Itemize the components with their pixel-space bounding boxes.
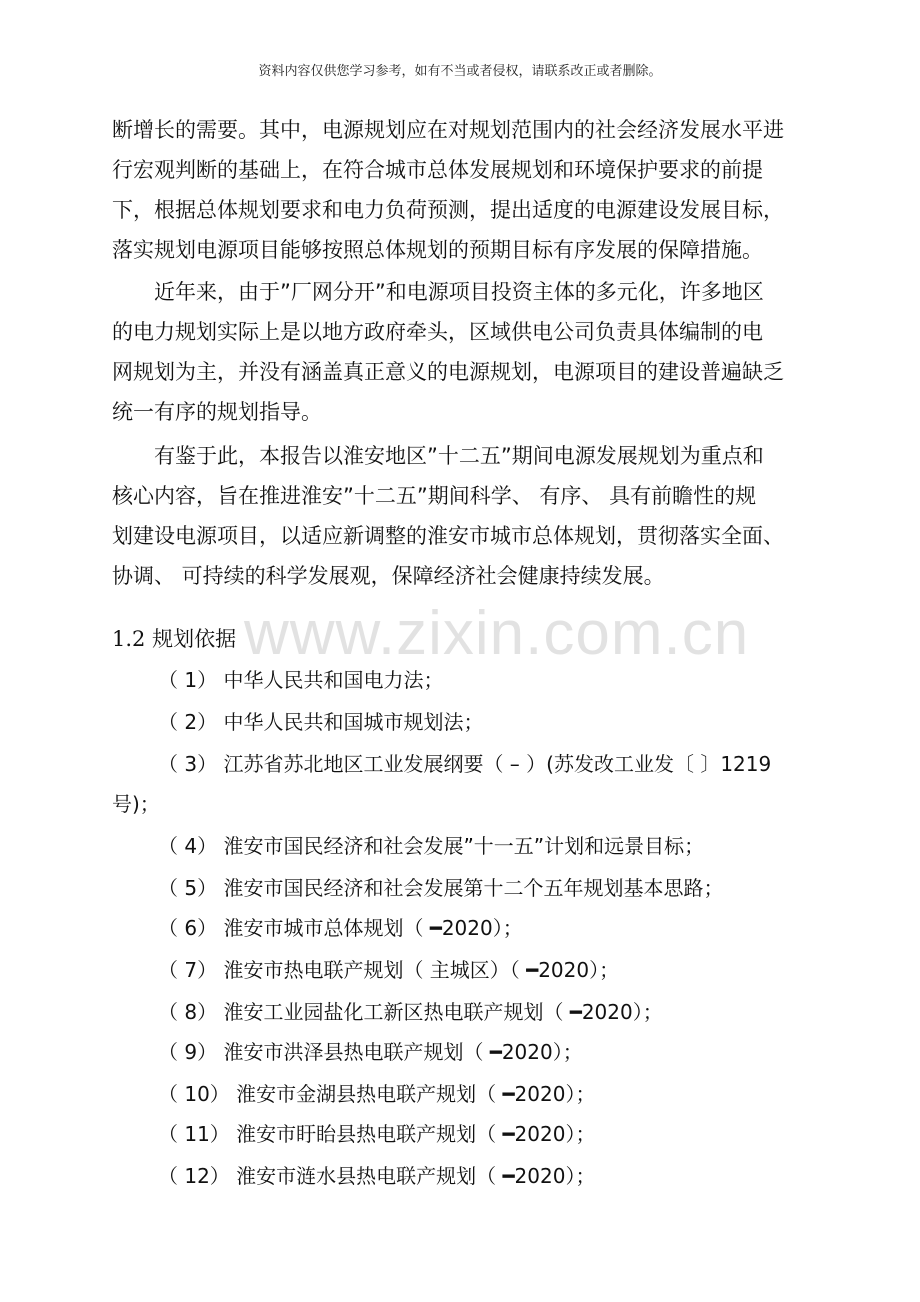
list-item: （ 2） 中华人民共和国城市规划法； — [158, 710, 484, 734]
page-header-disclaimer: 资料内容仅供您学习参考，如有不当或者侵权，请联系改正或者删除。 — [258, 64, 662, 79]
list-item: （ 6） 淮安市城市总体规划（ ━2020）； — [158, 916, 523, 940]
section-title: 规划依据 — [152, 627, 237, 651]
list-item: （ 1） 中华人民共和国电力法； — [158, 668, 444, 692]
list-item: （ 9） 淮安市洪泽县热电联产规划（ ━2020）； — [158, 1040, 583, 1064]
list-item: （ 4） 淮安市国民经济和社会发展”十一五”计划和远景目标； — [158, 834, 705, 858]
list-item: （ 10） 淮安市金湖县热电联产规划（ ━2020）； — [158, 1082, 596, 1106]
paragraph-line: 落实规划电源项目能够按照总体规划的预期目标有序发展的保障措施。 — [112, 238, 763, 262]
paragraph-line: 协调、 可持续的科学发展观，保障经济社会健康持续发展。 — [112, 564, 665, 588]
watermark: www.zixin.com.cn — [244, 599, 750, 668]
paragraph-line: 网规划为主，并没有涵盖真正意义的电源规划，电源项目的建设普遍缺乏 — [112, 360, 784, 384]
section-heading — [112, 619, 236, 659]
paragraph-line: 下，根据总体规划要求和电力负荷预测，提出适度的电源建设发展目标， — [112, 198, 784, 222]
paragraph-line: 统一有序的规划指导。 — [112, 400, 322, 424]
list-item-continuation: 号)； — [112, 792, 160, 816]
paragraph-line: 断增长的需要。其中，电源规划应在对规划范围内的社会经济发展水平进 — [112, 118, 784, 142]
paragraph-line: 行宏观判断的基础上，在符合城市总体发展规划和环境保护要求的前提 — [112, 158, 763, 182]
section-number: 1.2 — [112, 627, 146, 651]
list-item: （ 3） 江苏省苏北地区工业发展纲要（ – ）(苏发改工业发〔 〕1219 — [158, 752, 772, 776]
paragraph-line: 的电力规划实际上是以地方政府牵头，区域供电公司负责具体编制的电 — [112, 320, 763, 344]
paragraph-3 — [112, 436, 828, 596]
paragraph-line: 核心内容，旨在推进淮安”十二五”期间科学、 有序、 具有前瞻性的规 — [112, 484, 757, 508]
list-item: （ 5） 淮安市国民经济和社会发展第十二个五年规划基本思路； — [158, 876, 724, 900]
paragraph-line: 近年来，由于”厂网分开”和电源项目投资主体的多元化，许多地区 — [154, 280, 764, 304]
list-item: （ 12） 淮安市涟水县热电联产规划（ ━2020）； — [158, 1164, 596, 1188]
list-item: （ 7） 淮安市热电联产规划（ 主城区）（ ━2020）； — [158, 958, 620, 982]
paragraph-2 — [112, 272, 828, 432]
paragraph-line: 划建设电源项目，以适应新调整的淮安市城市总体规划，贯彻落实全面、 — [112, 524, 784, 548]
paragraph-1 — [112, 110, 828, 270]
paragraph-line: 有鉴于此，本报告以淮安地区”十二五”期间电源发展规划为重点和 — [154, 444, 764, 468]
list-item: （ 8） 淮安工业园盐化工新区热电联产规划（ ━2020）； — [158, 1000, 663, 1024]
list-item: （ 11） 淮安市盱眙县热电联产规划（ ━2020）； — [158, 1122, 596, 1146]
